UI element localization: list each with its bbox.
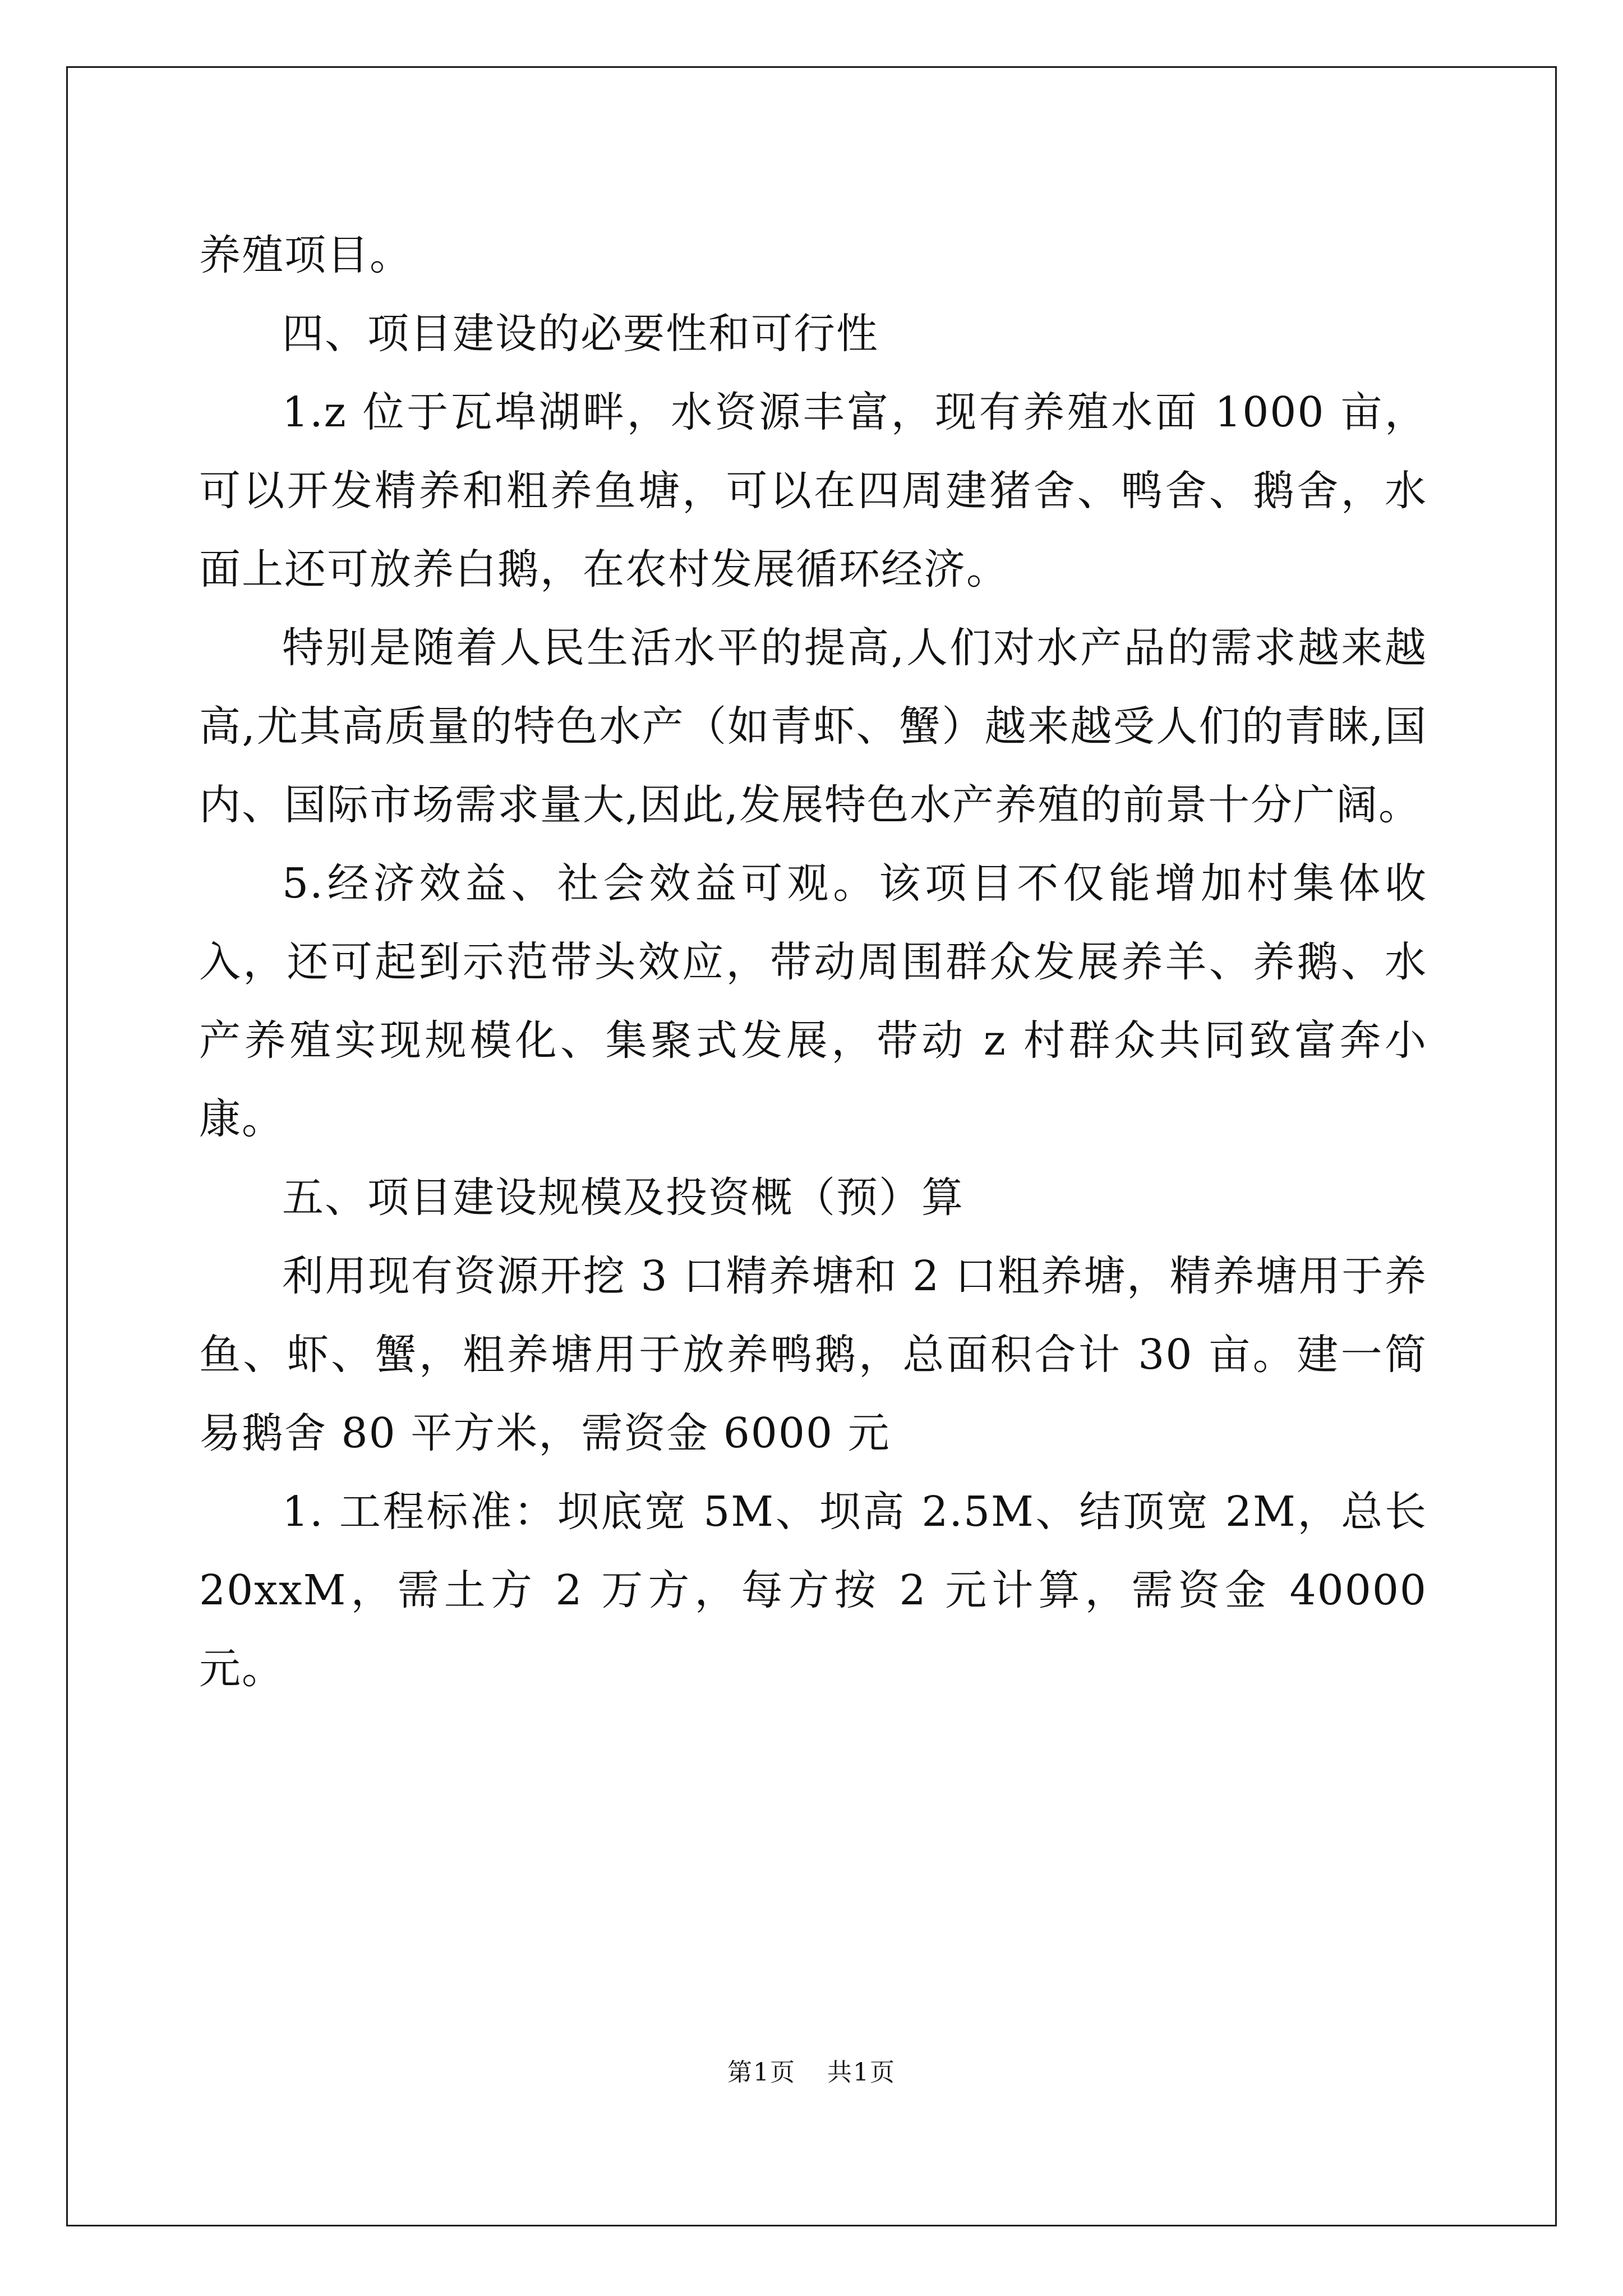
section-heading: 五、项目建设规模及投资概（预）算 — [282, 1174, 964, 1222]
section-heading: 四、项目建设的必要性和可行性 — [282, 310, 879, 358]
document-body — [199, 216, 1427, 1708]
paragraph: 5.经济效益、社会效益可观。该项目不仅能增加村集体收入，还可起到示范带头效应，带动周围群众发展养羊、养鹅、水产养殖实现规模化、集聚式发展，带动 z 村群众共同致富奔小康。 — [199, 859, 1427, 1143]
paragraph: 1.z 位于瓦埠湖畔，水资源丰富，现有养殖水面 1000 亩，可以开发精养和粗养鱼塘，可以在四周建猪舍、鸭舍、鹅舍，水面上还可放养白鹅，在农村发展循环经济。 — [199, 388, 1427, 593]
paragraph: 利用现有资源开挖 3 口精养塘和 2 口粗养塘，精养塘用于养鱼、虾、蟹，粗养塘用于放养鸭鹅，总面积合计 30 亩。建一简易鹅舍 80 平方米，需资金 6000 元 — [199, 1252, 1427, 1457]
page-number-total: 共1页 — [827, 2058, 896, 2087]
paragraph: 1. 工程标准：坝底宽 5M、坝高 2.5M、结顶宽 2M，总长 20xxM，需土方 2 万方，每方按 2 元计算，需资金 40000 元。 — [199, 1488, 1427, 1693]
page-number-current: 第1页 — [727, 2058, 796, 2087]
paragraph: 特别是随着人民生活水平的提高,人们对水产品的需求越来越高,尤其高质量的特色水产（如青虾、蟹）越来越受人们的青睐,国内、国际市场需求量大,因此,发展特色水产养殖的前景十分广阔。 — [199, 624, 1427, 829]
page-footer — [0, 2056, 1623, 2090]
paragraph: 养殖项目。 — [199, 231, 412, 279]
